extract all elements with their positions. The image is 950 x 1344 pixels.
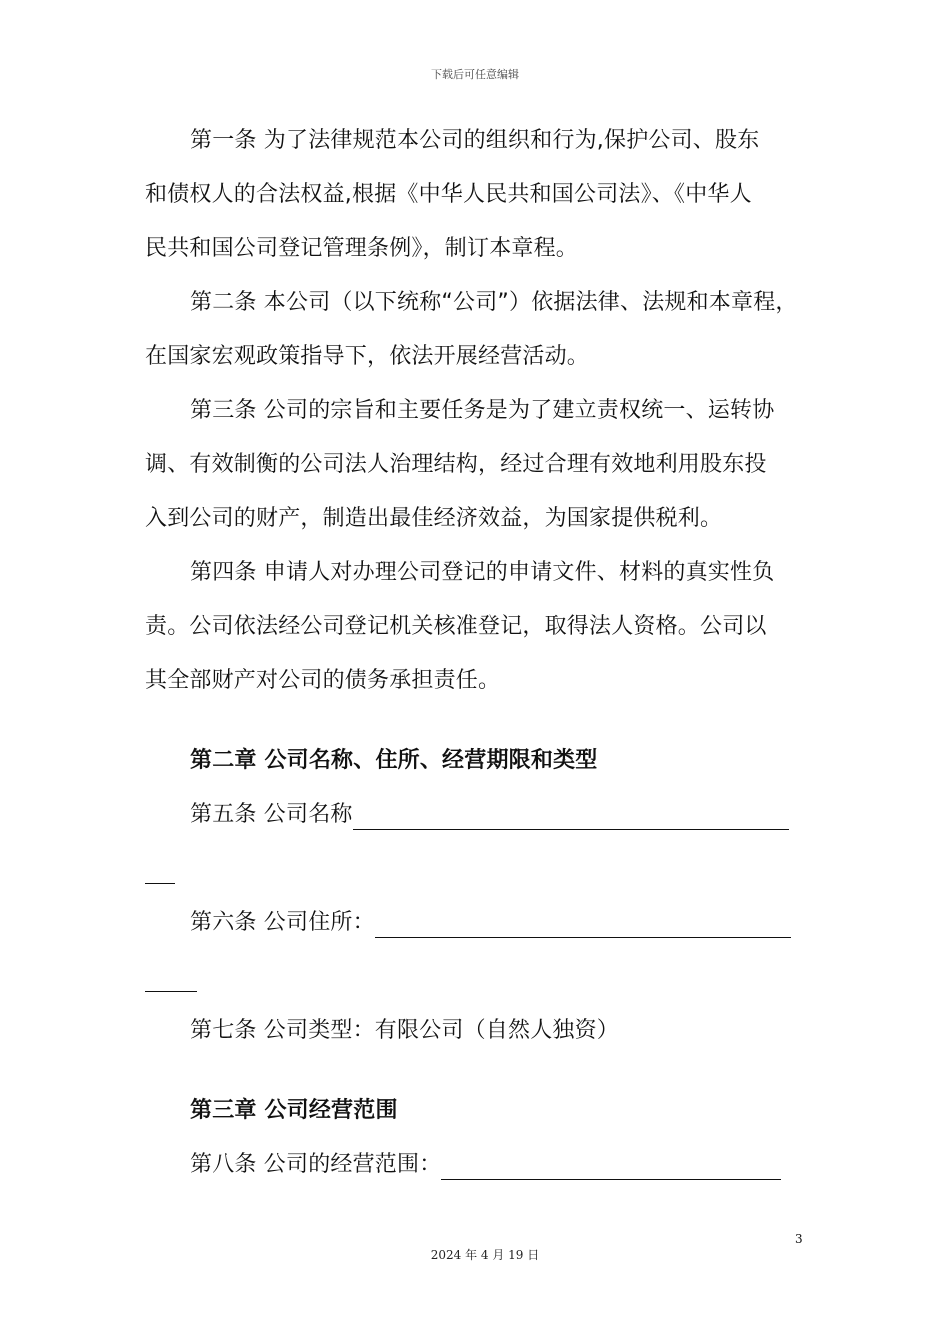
chapter-3-heading: 第三章 公司经营范围 xyxy=(190,1098,398,1123)
company-address-blank-cont xyxy=(145,961,197,992)
spacer xyxy=(145,1062,805,1088)
article-4-line-1: 第四条 申请人对办理公司登记的申请文件、材料的真实性负 xyxy=(190,560,775,585)
article-3-line-1: 第三条 公司的宗旨和主要任务是为了建立责权统一、运转协 xyxy=(190,398,775,423)
company-address-blank xyxy=(375,907,791,938)
chapter-2-heading: 第二章 公司名称、住所、经营期限和类型 xyxy=(190,748,598,773)
business-scope-blank xyxy=(441,1149,781,1180)
article-4-line-2: 责。公司依法经公司登记机关核准登记，取得法人资格。公司以 xyxy=(145,614,767,639)
article-1-line-2: 和债权人的合法权益,根据《中华人民共和国公司法》、《中华人 xyxy=(145,182,752,207)
header-note: 下载后可任意编辑 xyxy=(431,68,519,81)
article-2-line-2: 在国家宏观政策指导下，依法开展经营活动。 xyxy=(145,344,590,369)
article-8 xyxy=(145,1142,805,1196)
article-6 xyxy=(145,900,805,954)
article-3-line-3: 入到公司的财产，制造出最佳经济效益，为国家提供税利。 xyxy=(145,506,723,531)
article-6-label: 第六条 公司住所： xyxy=(190,910,375,935)
page-number: 3 xyxy=(795,1232,803,1246)
article-1-line-1: 第一条 为了法律规范本公司的组织和行为,保护公司、股东 xyxy=(190,128,760,153)
article-6-continuation xyxy=(145,954,805,1008)
document-body xyxy=(145,118,805,1196)
footer-date: 2024 年 4 月 19 日 xyxy=(430,1248,540,1262)
article-4-line-3: 其全部财产对公司的债务承担责任。 xyxy=(145,668,501,693)
article-8-label: 第八条 公司的经营范围： xyxy=(190,1152,442,1177)
article-7: 第七条 公司类型：有限公司（自然人独资） xyxy=(190,1018,619,1043)
article-5-label: 第五条 公司名称 xyxy=(190,802,353,827)
company-name-blank-cont xyxy=(145,853,175,884)
article-2-line-1: 第二条 本公司（以下统称“公司”）依据法律、法规和本章程， xyxy=(190,290,798,315)
article-5-continuation xyxy=(145,846,805,900)
spacer xyxy=(145,712,805,738)
article-5 xyxy=(145,792,805,846)
article-1-line-3: 民共和国公司登记管理条例》，制订本章程。 xyxy=(145,236,579,261)
article-3-line-2: 调、有效制衡的公司法人治理结构，经过合理有效地利用股东投 xyxy=(145,452,767,477)
company-name-blank xyxy=(353,799,789,830)
